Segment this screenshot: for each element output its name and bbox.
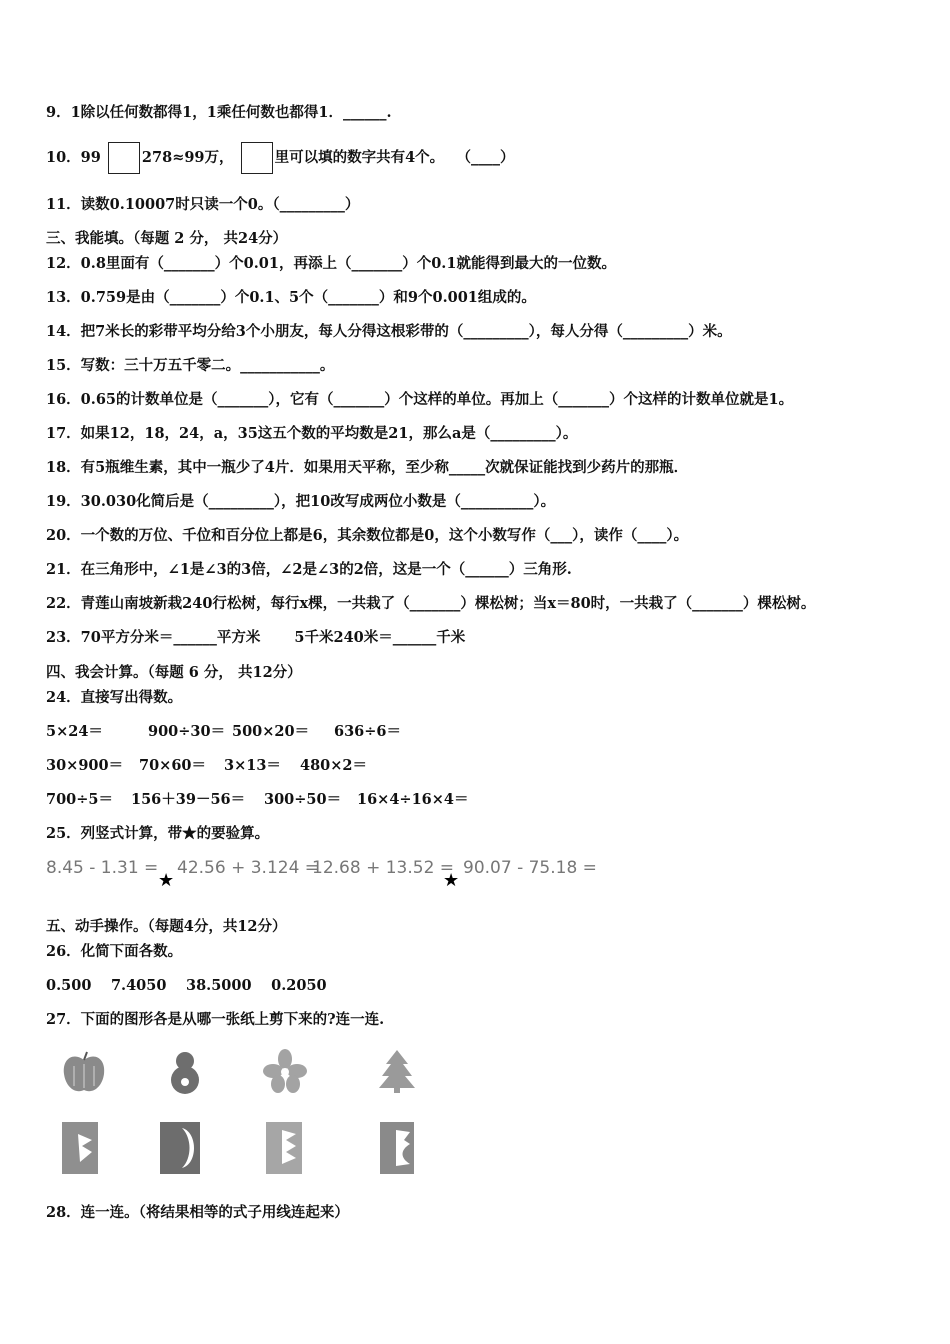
calc-item: 500×20＝ bbox=[232, 723, 310, 740]
question-27: 27．下面的图形各是从哪一张纸上剪下来的?连一连. bbox=[46, 1011, 385, 1028]
vertical-calc-4: 90.07 - 75.18 = bbox=[463, 858, 597, 878]
paper-cutout-2-icon bbox=[160, 1122, 200, 1174]
calc-item: 480×2＝ bbox=[300, 757, 368, 774]
question-21: 21．在三角形中，∠1是∠3的3倍，∠2是∠3的2倍，这是一个（______）三角形. bbox=[46, 561, 572, 578]
question-22: 22．青莲山南坡新栽240行松树，每行x棵，一共栽了（_______）棵松树；当x＝80时，一共栽了（_______）棵松树。 bbox=[46, 595, 816, 612]
question-12: 12．0.8里面有（_______）个0.01，再添上（_______）个0.1就能得到最大的一位数。 bbox=[46, 255, 616, 272]
flower-shape-icon bbox=[262, 1048, 308, 1094]
question-15: 15．写数：三十万五千零二。___________。 bbox=[46, 357, 335, 374]
paper-cutout-4-icon bbox=[380, 1122, 414, 1174]
calc-item: 900÷30＝ bbox=[148, 723, 226, 740]
question-23: 23．70平方分米＝______平方米 5千米240米＝______千米 bbox=[46, 629, 466, 646]
vertical-calc-1: 8.45 - 1.31 = bbox=[46, 858, 159, 878]
question-13: 13．0.759是由（_______）个0.1、5个（_______）和9个0.001组成的。 bbox=[46, 289, 536, 306]
calc-item: 300÷50＝ bbox=[264, 791, 342, 808]
answer-box-2 bbox=[241, 142, 273, 174]
q26-numbers: 0.500 7.4050 38.5000 0.2050 bbox=[46, 977, 327, 994]
section-4-heading: 四、我会计算。（每题 6 分， 共12分） bbox=[46, 664, 302, 681]
question-28: 28．连一连。（将结果相等的式子用线连起来） bbox=[46, 1204, 349, 1221]
question-24: 24．直接写出得数。 bbox=[46, 689, 183, 706]
calc-item: 700÷5＝ bbox=[46, 791, 114, 808]
section-3-heading: 三、我能填。（每题 2 分， 共24分） bbox=[46, 230, 288, 247]
calc-item: 3×13＝ bbox=[224, 757, 281, 774]
q10-part-b: 278≈99万， bbox=[141, 149, 234, 166]
star-icon: ★ bbox=[158, 870, 175, 891]
question-18: 18．有5瓶维生素，其中一瓶少了4片．如果用天平称，至少称_____次就保证能找到少药片的那瓶． bbox=[46, 459, 689, 476]
tree-shape-icon bbox=[376, 1048, 418, 1094]
calc-item: 16×4÷16×4＝ bbox=[357, 791, 469, 808]
question-19: 19．30.030化简后是（_________），把10改写成两位小数是（__________）。 bbox=[46, 493, 556, 510]
calc-item: 70×60＝ bbox=[139, 757, 207, 774]
vertical-calc-3: 12.68 + 13.52 = bbox=[312, 858, 455, 878]
paper-cutout-1-icon bbox=[62, 1122, 98, 1174]
q10-part-a: 10．99 bbox=[46, 149, 101, 166]
q10-part-c: 里可以填的数字共有4个。 （____） bbox=[274, 149, 515, 166]
question-11: 11．读数0.10007时只读一个0。（_________） bbox=[46, 196, 360, 213]
section-5-heading: 五、动手操作。（每题4分，共12分） bbox=[46, 918, 287, 935]
question-17: 17．如果12，18，24，a，35这五个数的平均数是21，那么a是（_________）。 bbox=[46, 425, 578, 442]
question-10 bbox=[46, 142, 514, 174]
question-16: 16．0.65的计数单位是（_______），它有（_______）个这样的单位。再加上（_______）个这样的计数单位就是1。 bbox=[46, 391, 794, 408]
vertical-calc-2: 42.56 + 3.124 = bbox=[177, 858, 320, 878]
question-9: 9．1除以任何数都得1，1乘任何数也都得1．______. bbox=[46, 104, 392, 121]
calc-item: 636÷6＝ bbox=[334, 723, 402, 740]
calc-item: 30×900＝ bbox=[46, 757, 124, 774]
question-25: 25．列竖式计算，带★的要验算。 bbox=[46, 825, 270, 842]
calc-item: 156＋39－56＝ bbox=[131, 791, 246, 808]
calc-item: 5×24＝ bbox=[46, 723, 103, 740]
question-26: 26．化简下面各数。 bbox=[46, 943, 183, 960]
paper-cutout-3-icon bbox=[266, 1122, 302, 1174]
star-icon: ★ bbox=[443, 870, 460, 891]
question-14: 14．把7米长的彩带平均分给3个小朋友，每人分得这根彩带的（_________），每人分得（_________）米。 bbox=[46, 323, 732, 340]
question-20: 20．一个数的万位、千位和百分位上都是6，其余数位都是0，这个小数写作（___），读作（____）。 bbox=[46, 527, 689, 544]
apple-shape-icon bbox=[60, 1048, 108, 1096]
gourd-shape-icon bbox=[162, 1046, 208, 1096]
answer-box-1 bbox=[108, 142, 140, 174]
